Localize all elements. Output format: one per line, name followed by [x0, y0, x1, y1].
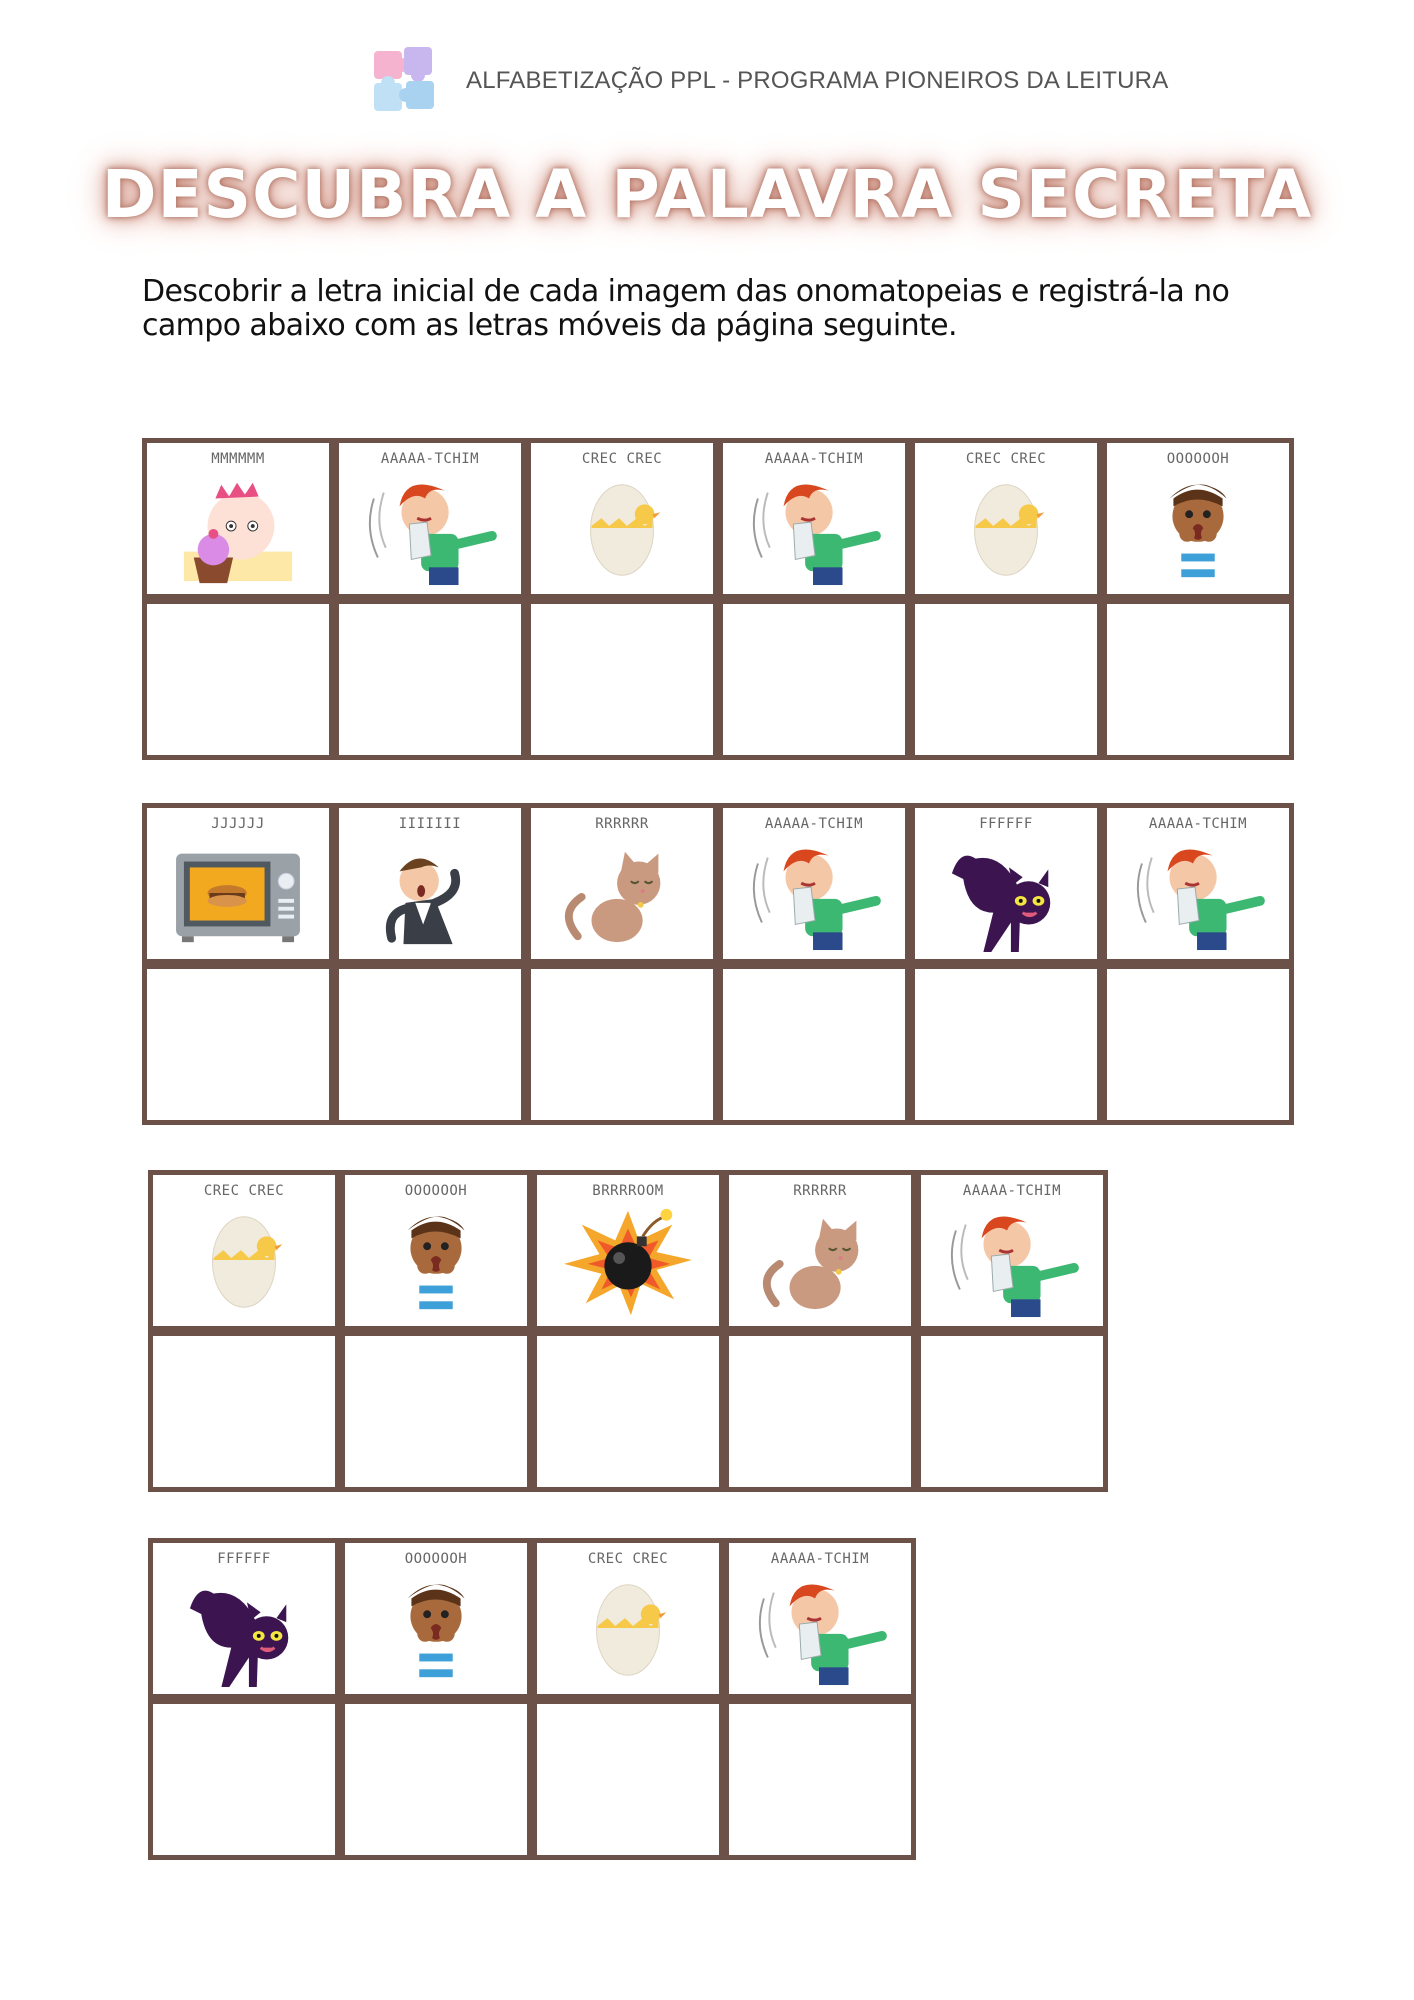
hissing-black-cat-icon	[931, 834, 1081, 952]
onomatopoeia-label: AAAAA-TCHIM	[962, 1183, 1062, 1199]
onomatopoeia-label: FFFFFF	[979, 816, 1033, 832]
onomatopoeia-label: AAAAA-TCHIM	[770, 1551, 870, 1567]
onomatopoeia-label: RRRRRR	[595, 816, 649, 832]
hissing-black-cat-icon	[169, 1569, 319, 1687]
sneezing-boy-icon	[745, 1569, 895, 1687]
sneezing-boy-icon	[739, 834, 889, 952]
onomatopoeia-label: JJJJJJ	[211, 816, 265, 832]
sneezing-boy-icon	[1123, 834, 1273, 952]
picture-cell	[910, 803, 1102, 964]
letter-answer-box[interactable]	[148, 1699, 340, 1860]
puzzle-logo-icon	[360, 37, 448, 125]
letter-answer-box[interactable]	[526, 599, 718, 760]
letter-answer-box[interactable]	[910, 599, 1102, 760]
instructions-text: Descobrir a letra inicial de cada imagem das onomatopeias e registrá-la no campo abaixo com as letras móveis da página seguinte.	[142, 274, 1230, 343]
word-row-1	[142, 438, 1294, 760]
letter-answer-box[interactable]	[724, 1331, 916, 1492]
letter-answer-box[interactable]	[142, 599, 334, 760]
program-name: ALFABETIZAÇÃO PPL - PROGRAMA PIONEIROS DA LEITURA	[466, 67, 1169, 94]
sneezing-boy-icon	[739, 469, 889, 587]
picture-cell	[142, 803, 334, 964]
letter-answer-box[interactable]	[148, 1331, 340, 1492]
picture-cell	[916, 1170, 1108, 1331]
surprised-boy-icon	[1123, 469, 1273, 587]
picture-cell	[724, 1170, 916, 1331]
onomatopoeia-label: AAAAA-TCHIM	[764, 816, 864, 832]
letter-answer-box[interactable]	[532, 1699, 724, 1860]
onomatopoeia-label: OOOOOOH	[1166, 451, 1230, 467]
cupcake-baby-icon	[163, 469, 313, 587]
word-row-2	[142, 803, 1294, 1125]
onomatopoeia-label: BRRRROOM	[592, 1183, 664, 1199]
picture-cell	[148, 1170, 340, 1331]
picture-cell	[142, 438, 334, 599]
cracking-egg-icon	[553, 1569, 703, 1687]
sneezing-boy-icon	[355, 469, 505, 587]
letter-answer-box[interactable]	[910, 964, 1102, 1125]
picture-cell	[148, 1538, 340, 1699]
letter-answer-box[interactable]	[334, 964, 526, 1125]
onomatopoeia-label: OOOOOOH	[404, 1551, 468, 1567]
picture-cell	[334, 803, 526, 964]
picture-cell	[532, 1170, 724, 1331]
picture-cell	[526, 803, 718, 964]
onomatopoeia-label: FFFFFF	[217, 1551, 271, 1567]
picture-cell	[718, 438, 910, 599]
onomatopoeia-label: MMMMMM	[211, 451, 265, 467]
page-title: DESCUBRA A PALAVRA SECRETA	[101, 156, 1313, 233]
letter-answer-box[interactable]	[532, 1331, 724, 1492]
onomatopoeia-label: IIIIIII	[398, 816, 462, 832]
picture-cell	[526, 438, 718, 599]
letter-answer-box[interactable]	[1102, 964, 1294, 1125]
onomatopoeia-label: CREC CREC	[203, 1183, 285, 1199]
picture-cell	[340, 1170, 532, 1331]
surprised-boy-icon	[361, 1201, 511, 1319]
picture-cell	[910, 438, 1102, 599]
picture-cell	[1102, 803, 1294, 964]
word-row-3	[148, 1170, 1108, 1492]
picture-cell	[340, 1538, 532, 1699]
picture-cell	[724, 1538, 916, 1699]
cracking-egg-icon	[169, 1201, 319, 1319]
onomatopoeia-label: OOOOOOH	[404, 1183, 468, 1199]
letter-answer-box[interactable]	[526, 964, 718, 1125]
purring-cat-icon	[745, 1201, 895, 1319]
onomatopoeia-label: AAAAA-TCHIM	[380, 451, 480, 467]
letter-answer-box[interactable]	[718, 964, 910, 1125]
picture-cell	[334, 438, 526, 599]
scared-man-icon	[355, 834, 505, 952]
onomatopoeia-label: CREC CREC	[587, 1551, 669, 1567]
onomatopoeia-label: CREC CREC	[581, 451, 663, 467]
letter-answer-box[interactable]	[1102, 599, 1294, 760]
picture-cell	[718, 803, 910, 964]
letter-answer-box[interactable]	[724, 1699, 916, 1860]
letter-answer-box[interactable]	[142, 964, 334, 1125]
surprised-boy-icon	[361, 1569, 511, 1687]
picture-cell	[1102, 438, 1294, 599]
cracking-egg-icon	[931, 469, 1081, 587]
letter-answer-box[interactable]	[340, 1699, 532, 1860]
purring-cat-icon	[547, 834, 697, 952]
microwave-icon	[163, 834, 313, 952]
page-header	[360, 36, 1168, 126]
letter-answer-box[interactable]	[340, 1331, 532, 1492]
exploding-bomb-icon	[553, 1201, 703, 1319]
onomatopoeia-label: AAAAA-TCHIM	[1148, 816, 1248, 832]
onomatopoeia-label: AAAAA-TCHIM	[764, 451, 864, 467]
letter-answer-box[interactable]	[718, 599, 910, 760]
cracking-egg-icon	[547, 469, 697, 587]
letter-answer-box[interactable]	[334, 599, 526, 760]
letter-answer-box[interactable]	[916, 1331, 1108, 1492]
picture-cell	[532, 1538, 724, 1699]
onomatopoeia-label: CREC CREC	[965, 451, 1047, 467]
word-row-4	[148, 1538, 916, 1860]
onomatopoeia-label: RRRRRR	[793, 1183, 847, 1199]
sneezing-boy-icon	[937, 1201, 1087, 1319]
